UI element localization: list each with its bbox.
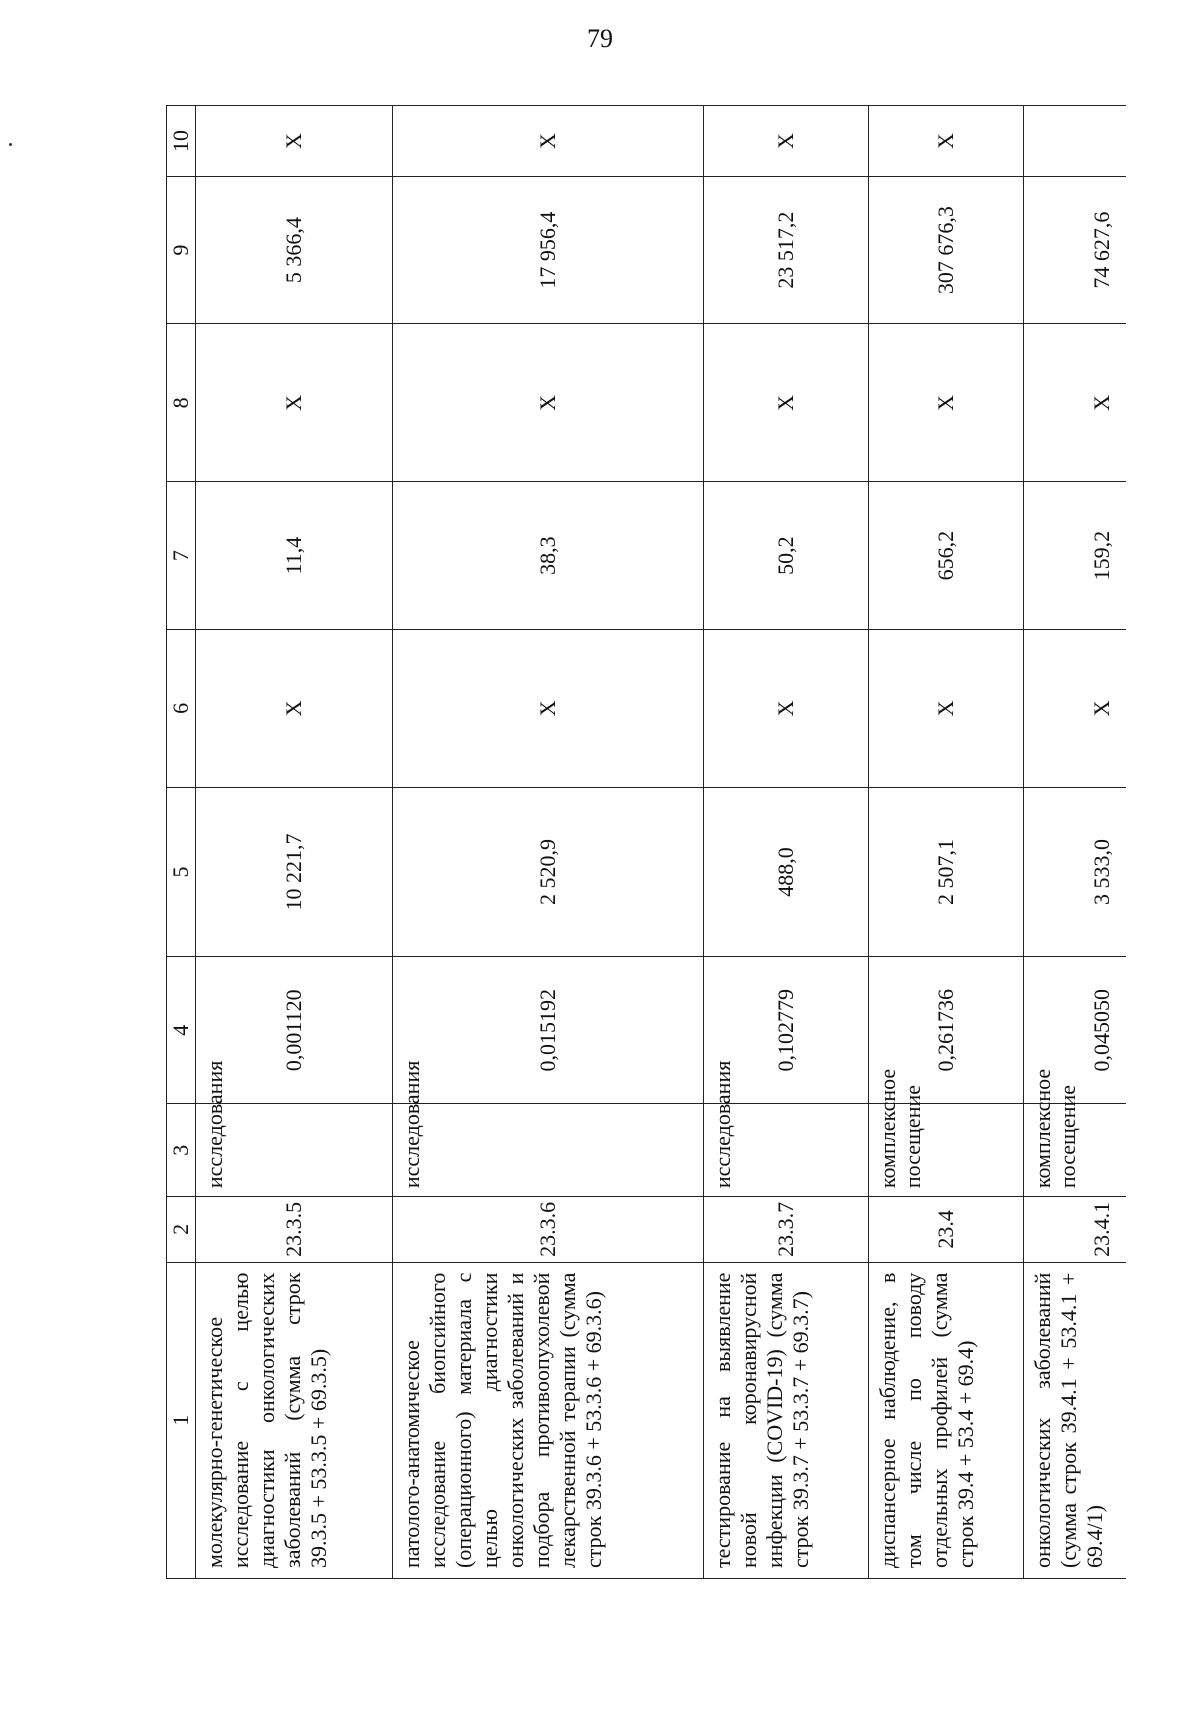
- page-number: 79: [587, 24, 613, 53]
- data-table: [166, 105, 1126, 1579]
- cell-col7: 656,2: [869, 482, 1024, 629]
- row-name: молекулярно-генетическое исследование с целью диагностики онкологических заболеваний (сумма строк 39.3.5 + 53.3.5 + 69.3.5): [196, 1262, 393, 1578]
- rotated-table-content: [166, 105, 1126, 1579]
- row-name: тестирование на выявление новой коронавирусной инфекции (COVID-19) (сумма строк 39.3.7 + 53.3.7 + 69.3.7): [704, 1262, 869, 1578]
- row-unit: исследования: [196, 1104, 393, 1197]
- column-header: 8: [167, 324, 196, 482]
- table-row: [1024, 106, 1127, 1579]
- row-unit: комплексное посещение: [869, 1104, 1024, 1197]
- cell-col10: [1024, 106, 1127, 177]
- cell-col7: 38,3: [393, 482, 704, 629]
- cell-col9: 5 366,4: [196, 176, 393, 323]
- column-header: 1: [167, 1262, 196, 1578]
- rotated-table-frame: [166, 105, 1126, 1579]
- cell-col8: X: [393, 324, 704, 482]
- cell-col4: 0,102779: [704, 957, 869, 1104]
- cell-col5: 2 520,9: [393, 787, 704, 956]
- cell-col5: 2 507,1: [869, 787, 1024, 956]
- table-row: [869, 106, 1024, 1579]
- column-header: 4: [167, 957, 196, 1104]
- row-unit: исследования: [704, 1104, 869, 1197]
- row-name: диспансерное наблюдение, в том числе по поводу отдельных профилей (сумма строк 39.4 + 53.4 + 69.4): [869, 1262, 1024, 1578]
- column-header: 7: [167, 482, 196, 629]
- cell-col4: 0,261736: [869, 957, 1024, 1104]
- cell-col7: 50,2: [704, 482, 869, 629]
- cell-col8: X: [869, 324, 1024, 482]
- cell-col6: X: [1024, 629, 1127, 787]
- column-header: 10: [167, 106, 196, 177]
- cell-col9: 74 627,6: [1024, 176, 1127, 323]
- cell-col4: 0,001120: [196, 957, 393, 1104]
- column-header: 9: [167, 176, 196, 323]
- cell-col7: 159,2: [1024, 482, 1127, 629]
- cell-col8: X: [1024, 324, 1127, 482]
- cell-col9: 307 676,3: [869, 176, 1024, 323]
- cell-col5: 3 533,0: [1024, 787, 1127, 956]
- row-code: 23.4.1: [1024, 1197, 1127, 1262]
- cell-col9: 23 517,2: [704, 176, 869, 323]
- table-row: [393, 106, 704, 1579]
- row-code: 23.3.5: [196, 1197, 393, 1262]
- row-unit: комплексное посещение: [1024, 1104, 1127, 1197]
- cell-col10: X: [393, 106, 704, 177]
- row-unit: исследования: [393, 1104, 704, 1197]
- cell-col10: X: [196, 106, 393, 177]
- column-number-row: [167, 106, 196, 1579]
- cell-col5: 488,0: [704, 787, 869, 956]
- column-header: 6: [167, 629, 196, 787]
- row-code: 23.4: [869, 1197, 1024, 1262]
- row-code: 23.3.6: [393, 1197, 704, 1262]
- cell-col7: 11,4: [196, 482, 393, 629]
- table-row: [196, 106, 393, 1579]
- column-header: 5: [167, 787, 196, 956]
- cell-col10: X: [704, 106, 869, 177]
- table-row: [704, 106, 869, 1579]
- cell-col4: 0,015192: [393, 957, 704, 1104]
- column-header: 2: [167, 1197, 196, 1262]
- column-header: 3: [167, 1104, 196, 1197]
- scan-speck: [9, 143, 12, 146]
- cell-col5: 10 221,7: [196, 787, 393, 956]
- cell-col4: 0,045050: [1024, 957, 1127, 1104]
- cell-col10: X: [869, 106, 1024, 177]
- cell-col9: 17 956,4: [393, 176, 704, 323]
- cell-col6: X: [196, 629, 393, 787]
- row-code: 23.3.7: [704, 1197, 869, 1262]
- cell-col6: X: [869, 629, 1024, 787]
- row-name: патолого-анатомическое исследование биопсийного (операционного) материала с целью диагностики онкологических заболеваний и подбора противоопухолевой лекарственной терапии (сумма строк 39.3.6 + 53.3.6 + 69.3.6): [393, 1262, 704, 1578]
- cell-col8: X: [196, 324, 393, 482]
- cell-col8: X: [704, 324, 869, 482]
- cell-col6: X: [393, 629, 704, 787]
- cell-col6: X: [704, 629, 869, 787]
- row-name: онкологических заболеваний (сумма строк 39.4.1 + 53.4.1 + 69.4/1): [1024, 1262, 1127, 1578]
